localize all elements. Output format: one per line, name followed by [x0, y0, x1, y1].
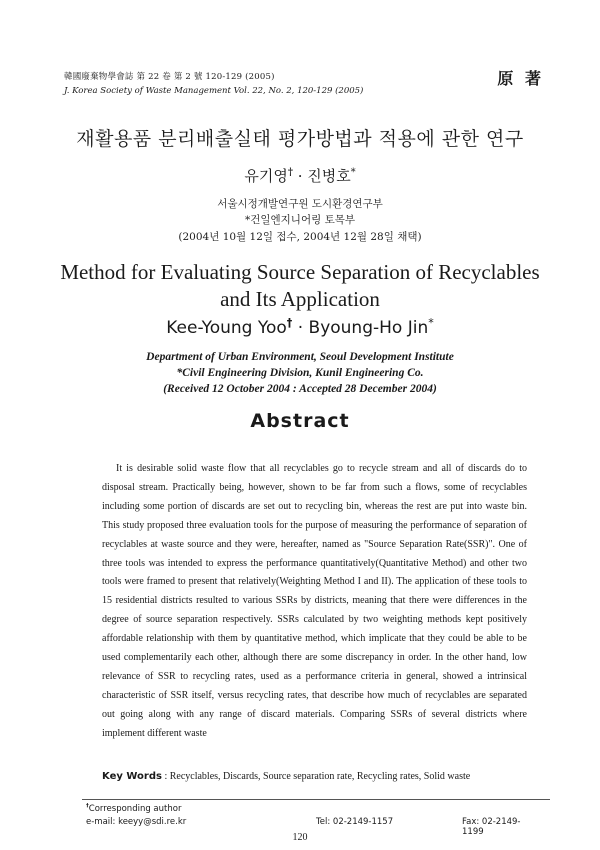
korean-author-2: 진병호: [307, 167, 351, 185]
page-number: 120: [292, 832, 308, 843]
english-author-2: Byoung-Ho Jin: [308, 318, 429, 338]
english-authors: [0, 318, 600, 338]
footnote-divider: [82, 799, 550, 800]
contact-fax: Fax: 02-2149-1199: [462, 817, 521, 837]
english-affiliation-1: Department of Urban Environment, Seoul Development Institute: [146, 351, 454, 363]
korean-affiliation-1: 서울시정개발연구원 도시환경연구부: [217, 198, 383, 210]
article-type-label: 原 著: [497, 69, 544, 88]
english-affiliation-2: *Civil Engineering Division, Kunil Engineering Co.: [176, 367, 424, 379]
journal-header-korean: 韓國廢棄物學會誌 第 22 卷 第 2 號 120-129 (2005): [64, 72, 275, 82]
author-separator: ·: [292, 318, 309, 338]
dagger-mark: †: [286, 316, 293, 330]
english-title-line-2: and Its Application: [220, 287, 380, 311]
corresponding-author-label: Corresponding author: [88, 804, 182, 814]
korean-dates: (2004년 10월 12일 접수, 2004년 12월 28일 채택): [178, 231, 422, 243]
korean-title: 재활용품 분리배출실태 평가방법과 적용에 관한 연구: [76, 128, 524, 150]
keywords-label: Key Words: [102, 771, 162, 782]
abstract-text: It is desirable solid waste flow that all recyclables go to recycle stream and all of discards do to disposal stream. Practically being, however, shown to be far from such a flows, some of recyclables including some portion of discards are set out to recycling bin, whereas the rest are put into waste bin. This study proposed three evaluation tools for the purpose of measuring the performance of separation of recyclables at waste source and they were, hereafter, named as "Source Separation Rate(SSR)". One of three tools was intended to express the performance quantitatively(Quantitative Method) and other two tools were framed to present that relatively(Weighting Method I and II). The application of these tools to 15 residential districts resulted to various SSRs by districts, meaning that there were differences in the degree of source separation respectively. SSRs calculated by two weighting methods kept positively affordable relationship with them by quantitative method, which implicate that they could be able to be used complementarily each other, although there are some discrepancy in order. In the other hand, low relevance of SSR to recycling rates, used as a performance criteria in general, showed a intrinsical characteristic of SSR itself, versus recycling rates, that describe how much of recyclables are separated out going along with any range of discard materials. Comparing SSRs of several districts where implement different waste: [102, 463, 527, 739]
korean-author-1: 유기영: [244, 167, 288, 185]
keywords-text: Recyclables, Discards, Source separation rate, Recycling rates, Solid waste: [169, 771, 471, 782]
abstract-heading: Abstract: [250, 410, 350, 432]
english-title-line-1: Method for Evaluating Source Separation of Recyclables: [60, 260, 540, 284]
keywords-separator: :: [161, 771, 170, 782]
english-dates: (Received 12 October 2004 : Accepted 28 December 2004): [163, 383, 437, 395]
keywords: [102, 771, 470, 782]
korean-affiliation-2: *건일엔지니어링 토목부: [244, 214, 356, 226]
korean-authors: [0, 165, 600, 186]
english-title: [0, 259, 600, 313]
author-separator: ·: [292, 167, 308, 185]
dagger-mark: †: [287, 167, 293, 178]
contact-tel: Tel: 02-2149-1157: [316, 817, 394, 827]
star-mark: *: [350, 167, 356, 178]
journal-header-english: J. Korea Society of Waste Management Vol. 22, No. 2, 120-129 (2005): [64, 86, 364, 96]
contact-email: e-mail: keeyy@sdi.re.kr: [86, 817, 187, 827]
star-mark: *: [428, 316, 434, 330]
english-author-1: Kee-Young Yoo: [166, 318, 287, 338]
footnote-dagger-mark: †: [86, 803, 89, 810]
corresponding-author-note: [86, 804, 181, 814]
